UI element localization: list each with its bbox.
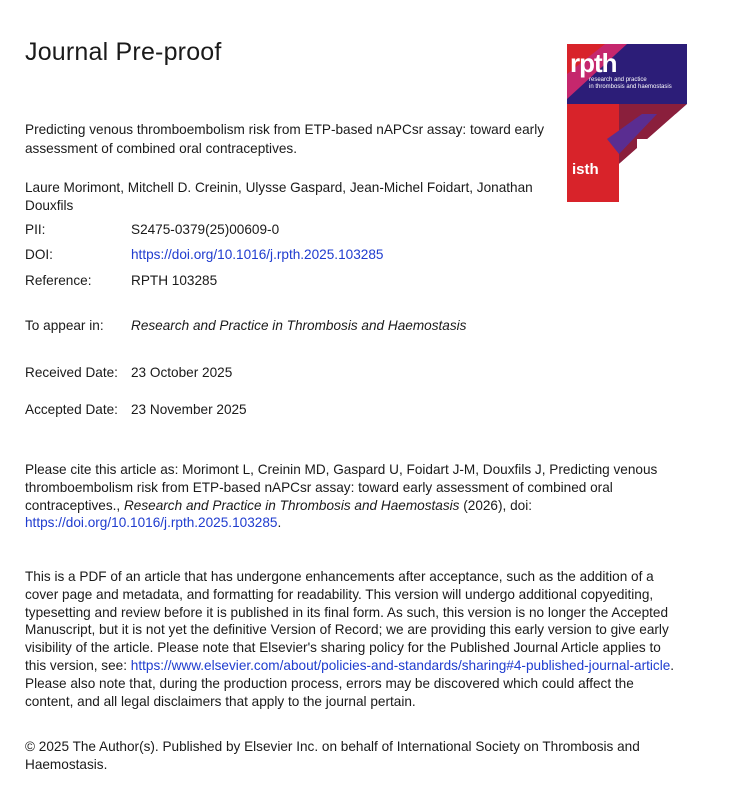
notice-text: This is a PDF of an article that has undergone enhancements after acceptance, such as the addition of a cover page and metadata, and formatting for readability. This version will undergo additional copyediting, typesetting and review before it is published in its final form. As such, this version is no longer the Accepted Manuscript, but it is not yet the definitive Version of Record; we are providing this early version to give early visibility of the article. Please note that Elsevier's sharing policy for the Published Journal Article applies to this version, see: bbox=[25, 569, 669, 673]
appear-label: To appear in: bbox=[25, 318, 104, 333]
doi-label: DOI: bbox=[25, 247, 53, 262]
citation-doi-link[interactable]: https://doi.org/10.1016/j.rpth.2025.103285 bbox=[25, 515, 278, 531]
pii-label: PII: bbox=[25, 222, 46, 237]
article-title: Predicting venous thromboembolism risk from ETP-based nAPCsr assay: toward early assessment of combined oral contraceptives. bbox=[25, 122, 545, 156]
reference-value: RPTH 103285 bbox=[131, 273, 218, 288]
citation-text: Please cite this article as: Morimont L, Creinin MD, Gaspard U, Foidart J-M, Douxfils J, Predicting venous thromboembolism risk from ETP-based nAPCsr assay: toward early assessment of combined oral contraceptives., bbox=[25, 462, 658, 513]
cover-subtitle-2: in thrombosis and haemostasis bbox=[589, 84, 672, 90]
sharing-policy-link[interactable]: https://www.elsevier.com/about/policies-and-standards/sharing#4-published-journal-article bbox=[130, 657, 671, 673]
doi-link[interactable]: https://doi.org/10.1016/j.rpth.2025.103285 bbox=[131, 247, 384, 262]
pii-value: S2475-0379(25)00609-0 bbox=[131, 222, 280, 237]
accepted-label: Accepted Date: bbox=[25, 402, 118, 417]
citation-suffix: (2026), doi: bbox=[459, 497, 532, 513]
cover-subtitle-1: research and practice bbox=[589, 77, 647, 83]
received-label: Received Date: bbox=[25, 365, 118, 380]
received-value: 23 October 2025 bbox=[131, 365, 233, 380]
citation-journal: Research and Practice in Thrombosis and Haemostasis bbox=[123, 497, 460, 513]
notice-text-2: . Please also note that, during the production process, errors may be discovered which could affect the content, and all legal disclaimers that apply to the journal pertain. bbox=[25, 657, 675, 709]
cover-brand: rpth bbox=[570, 48, 617, 78]
copyright-paragraph: © 2025 The Author(s). Published by Elsevier Inc. on behalf of International Society on Thrombosis and Haemostasis. bbox=[25, 739, 640, 772]
accepted-value: 23 November 2025 bbox=[131, 402, 247, 417]
citation-paragraph bbox=[25, 461, 675, 532]
citation-end: . bbox=[277, 515, 282, 531]
appear-value: Research and Practice in Thrombosis and Haemostasis bbox=[131, 318, 467, 333]
cover-society-logo: isth bbox=[572, 161, 599, 178]
page-title: Journal Pre-proof bbox=[25, 38, 222, 66]
journal-cover-image bbox=[567, 44, 687, 202]
article-authors: Laure Morimont, Mitchell D. Creinin, Ulysse Gaspard, Jean-Michel Foidart, Jonathan Douxfils bbox=[25, 180, 533, 213]
notice-paragraph bbox=[25, 568, 675, 710]
reference-label: Reference: bbox=[25, 273, 92, 288]
